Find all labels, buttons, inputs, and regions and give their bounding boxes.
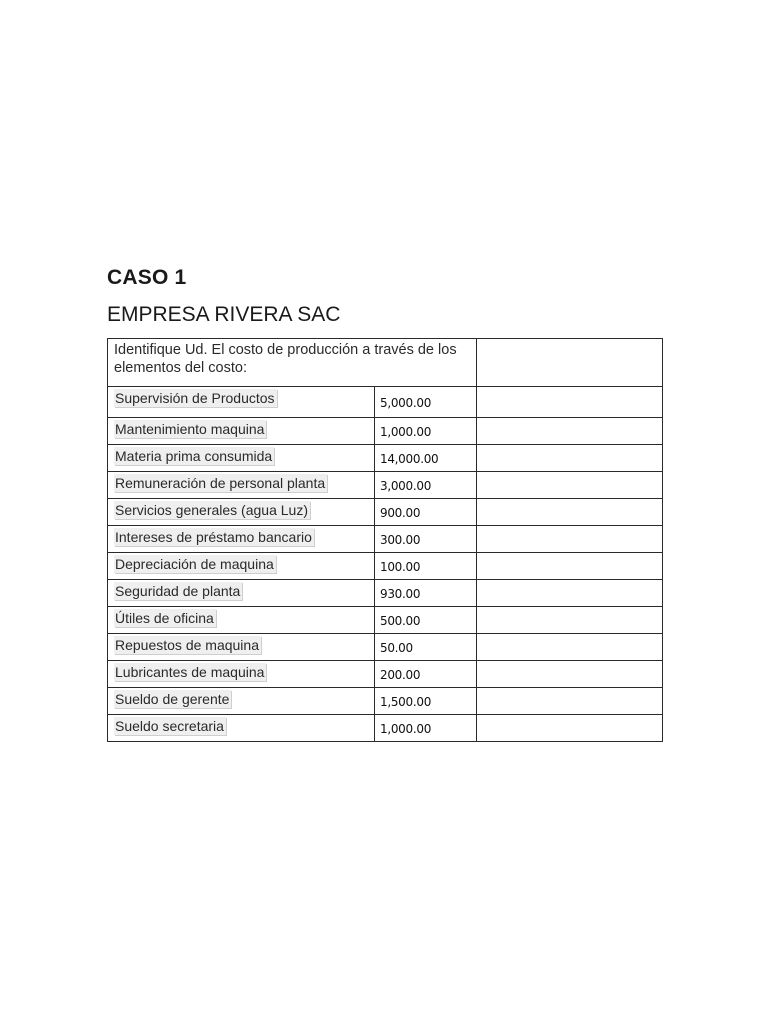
item-value: 200.00 [380,668,421,682]
item-label: Servicios generales (agua Luz) [115,502,308,518]
empty-cell [477,445,663,472]
cost-table [107,338,663,742]
empty-cell [477,553,663,580]
empty-cell [477,472,663,499]
table-row [108,445,663,472]
table-row [108,580,663,607]
table-row [108,387,663,418]
item-value: 14,000.00 [380,452,439,466]
item-value: 1,000.00 [380,722,432,736]
item-value: 100.00 [380,560,421,574]
item-label: Supervisión de Productos [115,390,275,406]
table-row [108,715,663,742]
case-title: CASO 1 [107,266,187,289]
item-value: 3,000.00 [380,479,432,493]
table-row [108,688,663,715]
item-value: 500.00 [380,614,421,628]
empty-cell [477,418,663,445]
item-label: Intereses de préstamo bancario [115,529,312,545]
empty-cell [477,688,663,715]
empty-cell [477,339,663,387]
item-value: 900.00 [380,506,421,520]
item-label: Repuestos de maquina [115,637,259,653]
company-name: EMPRESA RIVERA SAC [107,303,341,326]
item-label: Útiles de oficina [115,610,214,626]
item-label: Depreciación de maquina [115,556,274,572]
item-value: 930.00 [380,587,421,601]
empty-cell [477,607,663,634]
item-value: 50.00 [380,641,413,655]
item-value: 300.00 [380,533,421,547]
item-value: 5,000.00 [380,396,432,410]
instruction-text: Identifique Ud. El costo de producción a través de los elementos del costo: [108,339,477,387]
empty-cell [477,499,663,526]
item-label: Sueldo secretaria [115,718,224,734]
table-header-row [108,339,663,387]
item-label: Materia prima consumida [115,448,273,464]
item-label: Lubricantes de maquina [115,664,265,680]
table-row [108,634,663,661]
item-label: Seguridad de planta [115,583,241,599]
item-value: 1,500.00 [380,695,432,709]
table-row [108,661,663,688]
item-value: 1,000.00 [380,425,432,439]
table-row [108,526,663,553]
item-label: Sueldo de gerente [115,691,230,707]
item-label: Mantenimiento maquina [115,421,265,437]
empty-cell [477,387,663,418]
table-row [108,499,663,526]
table-row [108,418,663,445]
empty-cell [477,634,663,661]
empty-cell [477,526,663,553]
empty-cell [477,580,663,607]
table-row [108,472,663,499]
table-row [108,553,663,580]
table-row [108,607,663,634]
item-label: Remuneración de personal planta [115,475,326,491]
empty-cell [477,715,663,742]
empty-cell [477,661,663,688]
